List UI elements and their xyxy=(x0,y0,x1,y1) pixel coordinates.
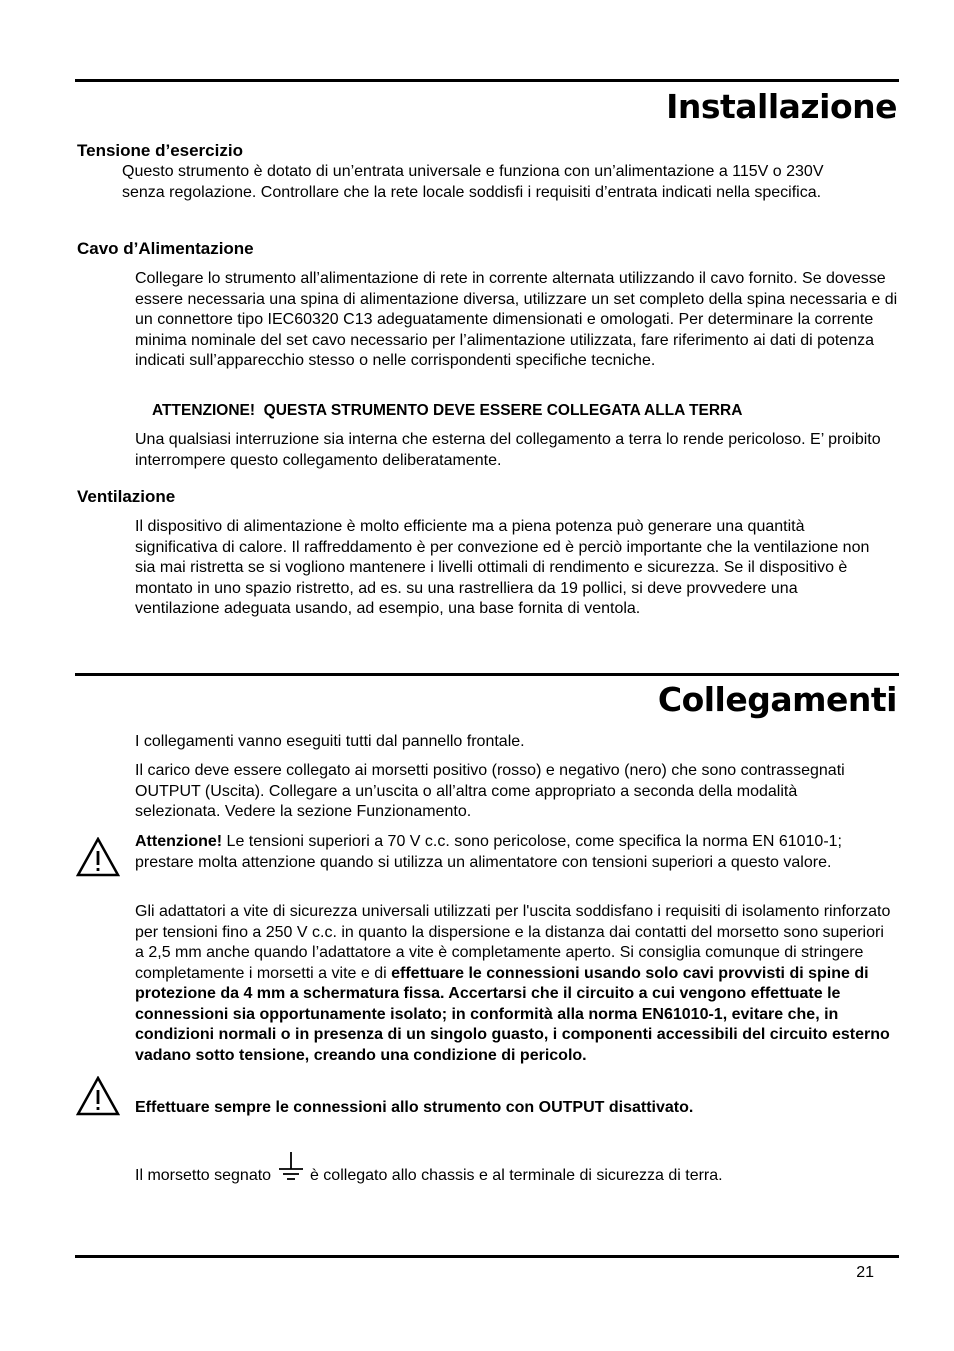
heading-ventilazione: Ventilazione xyxy=(77,487,176,506)
section-rule-installazione xyxy=(75,79,899,82)
adattatori-bold-text: effettuare le connessioni usando solo cavi provvisti di spine di protezione da 4 mm a schermatura fissa. Accertarsi che il circuito a cui vengono effettuate le connessioni sia opportunamente isolato; in conformità alla norma EN61010-1, evitare che, in condizioni normali o in presenza di un singolo guasto, i componenti accessibili del circuito esterno vadano sotto tensione, creando una condizione di pericolo. xyxy=(135,964,890,1064)
footer-rule xyxy=(75,1255,899,1258)
adattatori-text: Gli adattatori a vite di sicurezza universali utilizzati per l'uscita soddisfano i requisiti di isolamento rinforzato per tensioni fino a 250 V c.c. in quanto la dispersione e la distanza dai contatti del morsetto sono superiori a 2,5 mm anche quando l’adattatore a vite è completamente aperto. Si consiglia comunque di stringere completamente i morsetti a vite e di xyxy=(135,903,891,982)
text-tensione: Questo strumento è dotato di un’entrata universale e funziona con un’alimentazione a 115V o 230V senza regolazione. Controllare che la rete locale soddisfi i requisiti d’entrata indicati nella specifica. xyxy=(122,163,824,201)
section-title-collegamenti: Collegamenti xyxy=(657,680,897,719)
morsetto-text-after: è collegato allo chassis e al terminale di sicurezza di terra. xyxy=(305,1167,723,1184)
morsetto-text-before: Il morsetto segnato xyxy=(135,1167,276,1184)
warning-terra: ATTENZIONE! QUESTA STRUMENTO DEVE ESSERE COLLEGATA ALLA TERRA xyxy=(152,402,743,419)
attenzione-text: Le tensioni superiori a 70 V c.c. sono pericolose, come specifica la norma EN 61010-1; prestare molta attenzione quando si utilizza un alimentatore con tensioni superiori a questo valore. xyxy=(135,833,842,871)
text-cavo: Collegare lo strumento all’alimentazione di rete in corrente alternata utilizzando il cavo fornito. Se dovesse essere necessaria una spina di alimentazione diversa, utilizzare un set completo della spina necessaria e di un connettore tipo IEC60320 C13 adeguatamente dimensionati e omologati. Per determinare la corrente minima nominale del set cavo necessario per l’alimentazione utilizzata, fare riferimento ai dati di potenza indicati sull’apparecchio stesso o nelle corrispondenti specifiche tecniche. xyxy=(135,270,898,369)
text-carico: Il carico deve essere collegato ai morsetti positivo (rosso) e negativo (nero) che sono contrassegnati OUTPUT (Uscita). Collegare a un’uscita o all’altra come appropriato a seconda della modalità selezionata. Vedere la sezione Funzionamento. xyxy=(135,762,845,820)
warning-triangle-icon xyxy=(76,837,120,877)
attenzione-paragraph xyxy=(135,832,903,873)
text-collegamenti-intro: I collegamenti vanno eseguiti tutti dal pannello frontale. xyxy=(135,733,525,750)
attenzione-label: Attenzione! xyxy=(135,833,223,850)
ground-symbol-icon xyxy=(278,1152,304,1184)
text-morsetto xyxy=(135,1152,895,1192)
text-adattatori xyxy=(135,902,891,1066)
section-title-installazione: Installazione xyxy=(666,87,897,126)
text-interruzione: Una qualsiasi interruzione sia interna che esterna del collegamento a terra lo rende pericoloso. E’ proibito interrompere questo collegamento deliberatamente. xyxy=(135,431,881,469)
text-output-disattivato: Effettuare sempre le connessioni allo strumento con OUTPUT disattivato. xyxy=(135,1099,694,1116)
text-ventilazione: Il dispositivo di alimentazione è molto efficiente ma a piena potenza può generare una quantità significativa di calore. Il raffreddamento è per convezione ed è perciò importante che la ventilazione non sia mai ristretta se si vogliono mantenere i livelli ottimali di rendimento e sicurezza. Se il dispositivo è montato in uno spazio ristretto, ad es. su una rastrelliera da 19 pollici, si deve provvedere una ventilazione adeguata usando, ad esempio, una base fornita di ventola. xyxy=(135,518,870,617)
heading-tensione: Tensione d’esercizio xyxy=(77,141,243,160)
page-number: 21 xyxy=(856,1264,874,1281)
section-rule-collegamenti xyxy=(75,673,899,676)
heading-cavo: Cavo d’Alimentazione xyxy=(77,239,254,258)
warning-triangle-icon xyxy=(76,1076,120,1116)
